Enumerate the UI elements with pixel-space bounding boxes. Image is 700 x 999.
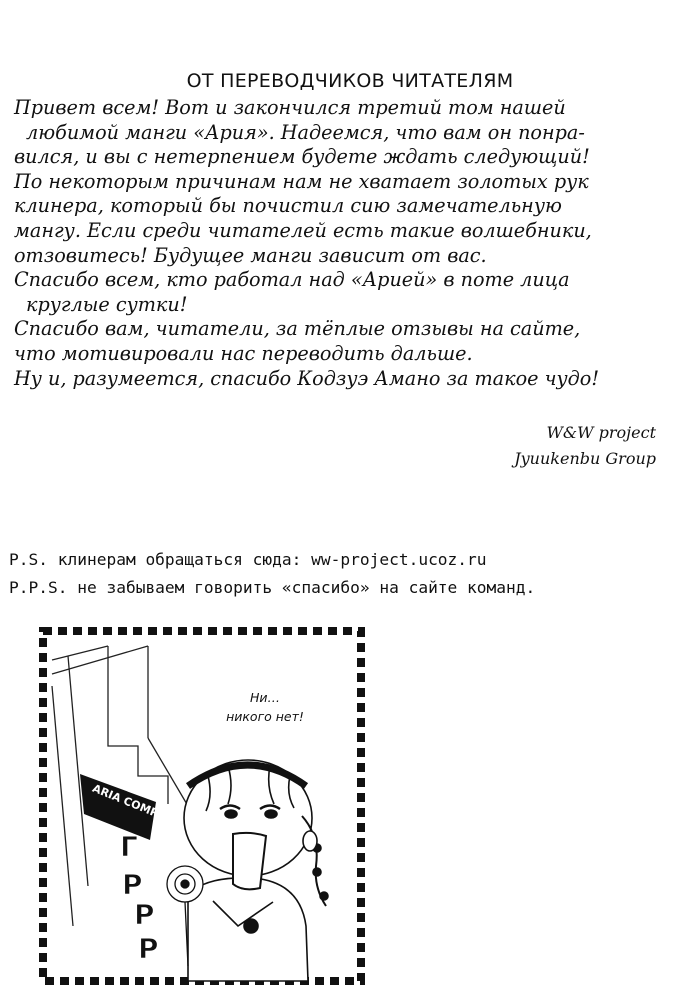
speech-line: Ни… bbox=[249, 690, 281, 705]
page-title: ОТ ПЕРЕВОДЧИКОВ ЧИТАТЕЛЯМ bbox=[186, 70, 514, 92]
sign-text: ARIA COMPANY bbox=[90, 781, 184, 830]
manga-illustration bbox=[38, 626, 368, 988]
signature-group: Jyuukenbu Group bbox=[514, 449, 656, 468]
svg-text:Г: Г bbox=[120, 830, 138, 863]
letter-line: мангу. Если среди читателей есть такие волшебники, bbox=[14, 218, 592, 242]
letter-line: отзовитесь! Будущее манги зависит от вас. bbox=[14, 243, 487, 267]
speech-line: никого нет! bbox=[226, 709, 304, 724]
letter-line: Ну и, разумеется, спасибо Кодзуэ Амано за такое чудо! bbox=[14, 366, 600, 390]
letter-line: клинера, который бы почистил сию замечательную bbox=[14, 194, 562, 218]
postscript-pps: P.P.S. не забываем говорить «спасибо» на сайте команд. bbox=[9, 578, 536, 597]
svg-text:Р: Р bbox=[138, 932, 159, 965]
chibi-character bbox=[184, 760, 328, 981]
postscript-ps: P.S. клинерам обращаться сюда: ww-project.ucoz.ru bbox=[9, 550, 487, 569]
svg-text:Р: Р bbox=[122, 868, 143, 901]
letter-line: вился, и вы с нетерпением будете ждать следующий! bbox=[14, 145, 590, 169]
letter-line: что мотивировали нас переводить дальше. bbox=[14, 341, 473, 365]
sound-effect bbox=[120, 830, 159, 965]
letter-line: По некоторым причинам нам не хватает золотых рук bbox=[14, 169, 589, 193]
letter-line: круглые сутки! bbox=[26, 292, 188, 316]
letter-line: Привет всем! Вот и закончился третий том нашей bbox=[14, 96, 566, 119]
letter-line: Спасибо всем, кто работал над «Арией» в поте лица bbox=[14, 268, 570, 292]
signature-project: W&W project bbox=[546, 423, 656, 442]
speech-bubble bbox=[210, 688, 320, 726]
letter-line: любимой манги «Ария». Надеемся, что вам он понра- bbox=[26, 120, 585, 144]
letter-body bbox=[14, 96, 694, 391]
letter-line: Спасибо вам, читатели, за тёплые отзывы на сайте, bbox=[14, 317, 581, 341]
svg-text:Р: Р bbox=[134, 898, 155, 931]
